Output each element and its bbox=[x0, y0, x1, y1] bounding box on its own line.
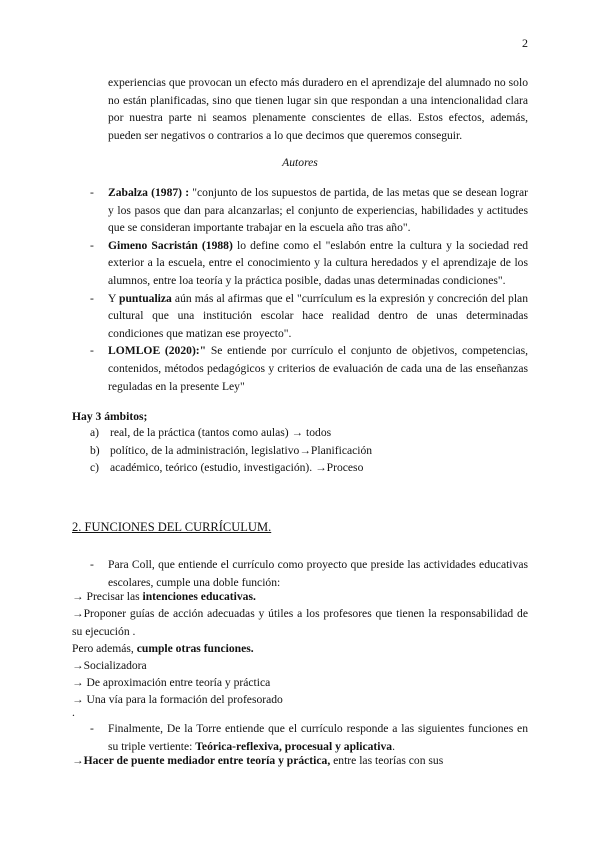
intro-paragraph: experiencias que provocan un efecto más duradero en el aprendizaje del alumnado no solo no están planificadas, sino que tienen lugar sin que respondan a una intencionalidad clara por nuestra parte ni seamos plenamente conscientes de ellas. Estos efectos, además, pueden ser negativos o contrarios a lo que decimos que queremos conseguir. bbox=[108, 76, 528, 142]
list-item: - Y puntualiza aún más al afirmas que el "currículum es la expresión y concreción del plan cultural que una institución escolar hace realidad dentro de unas determinadas condiciones que matizan ese proyecto". bbox=[90, 291, 528, 340]
stray-dot: . bbox=[72, 706, 75, 719]
section-title: 2. FUNCIONES DEL CURRÍCULUM. bbox=[72, 520, 272, 534]
torre-item: - Finalmente, De la Torre entiende que el currículo responde a las siguientes funciones en su triple vertiente: Teórica-reflexiva, procesual y aplicativa. bbox=[90, 722, 528, 753]
list-item: - Gimeno Sacristán (1988) lo define como el "eslabón entre la cultura y la sociedad red exterior a la escuela, entre el conocimiento y la cultura heredados y el aprendizaje de los alumnos, entre loa teoría y la práctica posible, dadas unas determinadas condiciones". bbox=[90, 238, 529, 287]
funcion-aproximacion: → De aproximación entre teoría y práctica bbox=[72, 676, 271, 689]
coll-item: - Para Coll, que entiende el currículo como proyecto que preside las actividades educativas escolares, cumple una doble función: bbox=[90, 558, 528, 589]
ambitos-list bbox=[90, 424, 372, 477]
puente-line: →Hacer de puente mediador entre teoría y práctica, entre las teorías con sus bbox=[72, 754, 444, 767]
ambitos-heading: Hay 3 ámbitos; bbox=[72, 410, 148, 423]
pero-line: Pero además, cumple otras funciones. bbox=[72, 642, 254, 655]
funcion-socializadora: →Socializadora bbox=[72, 659, 147, 672]
precisar-line: → Precisar las intenciones educativas. bbox=[72, 590, 256, 603]
proponer-line: →Proponer guías de acción adecuadas y útiles a los profesores que tienen la responsabilidad de su ejecución . bbox=[72, 607, 528, 638]
list-item: c) académico, teórico (estudio, investigación). →Proceso bbox=[90, 461, 364, 475]
authors-list bbox=[90, 184, 528, 395]
list-item: - LOMLOE (2020):" Se entiende por currículo el conjunto de objetivos, competencias, contenidos, métodos pedagógicos y criterios de evaluación de cada una de las enseñanzas reguladas en la presente Ley" bbox=[90, 344, 528, 393]
list-item: - Zabalza (1987) : "conjunto de los supuestos de partida, de las metas que se desean lograr y los pasos que dan para alcanzarlas; el conjunto de experiencias, habilidades y actitudes que se consideran importante trabajar en la escuela año tras año". bbox=[90, 186, 528, 235]
list-item: b) político, de la administración, legislativo→Planificación bbox=[90, 443, 373, 457]
autores-heading: Autores bbox=[282, 156, 318, 169]
list-item: a) real, de la práctica (tantos como aulas) → todos bbox=[90, 426, 332, 439]
page-number: 2 bbox=[522, 36, 528, 50]
funcion-formacion: → Una vía para la formación del profesorado bbox=[72, 693, 283, 706]
